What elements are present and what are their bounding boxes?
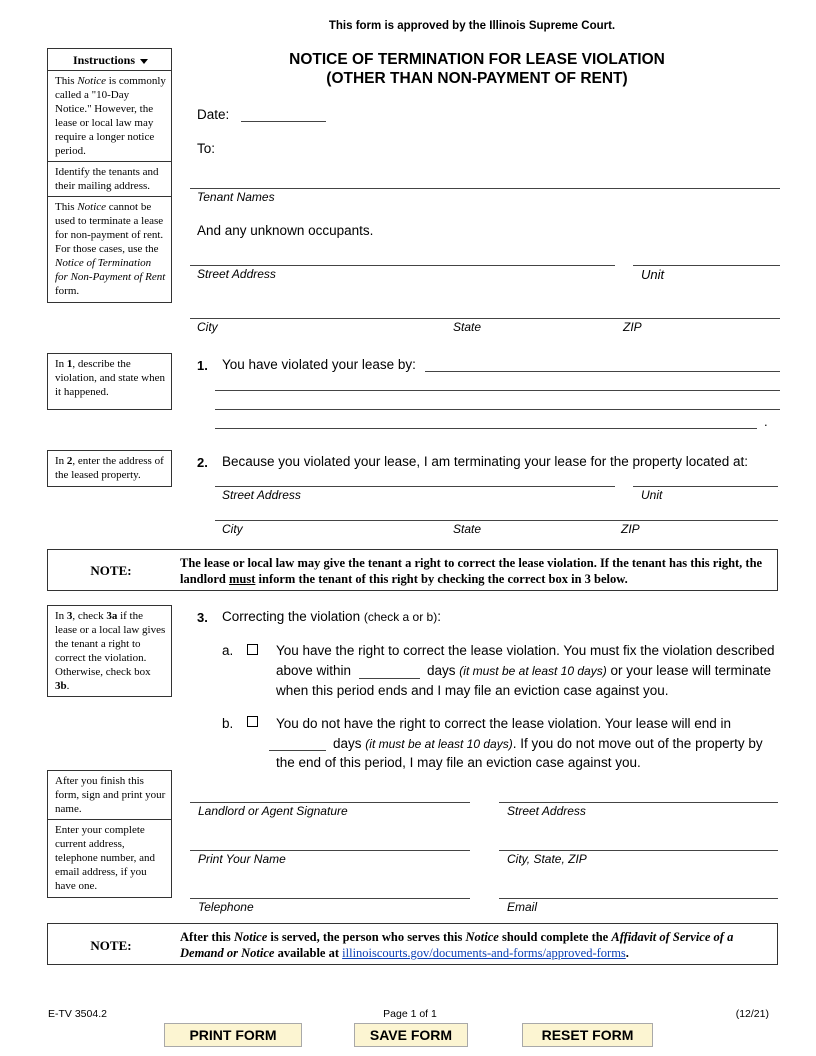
approved-forms-link[interactable]: illinoiscourts.gov/documents-and-forms/approved-forms: [342, 946, 626, 960]
option-a-hint: (it must be at least 10 days): [459, 664, 607, 678]
tenant-street-caption: Street Address: [197, 267, 276, 281]
instructions-box-signature: [47, 770, 172, 898]
property-city-caption: City: [222, 522, 243, 536]
note-affidavit: [47, 923, 778, 965]
title-line-2: (OTHER THAN NON-PAYMENT OF RENT): [326, 70, 628, 87]
option-b-line-2-rest: days (it must be at least 10 days). If you do not move out of the property by: [333, 736, 763, 751]
signature-caption: Landlord or Agent Signature: [198, 804, 348, 818]
option-a-line-1: You have the right to correct the lease violation. You must fix the violation described: [276, 643, 775, 658]
option-a-line-2-rest: days (it must be at least 10 days) or your lease will terminate: [427, 663, 772, 678]
violation-field-4[interactable]: [215, 428, 757, 429]
landlord-street-caption: Street Address: [507, 804, 586, 818]
instruction-section-3: In 3, check 3a if the lease or a local law gives the tenant a right to correct the violation. Otherwise, check box 3b.: [47, 605, 172, 697]
violation-period: .: [764, 414, 768, 429]
tenant-names-caption: Tenant Names: [197, 190, 275, 204]
section-1-number: 1.: [197, 358, 208, 373]
section-3-number: 3.: [197, 610, 208, 625]
note-2-text: After this Notice is served, the person who serves this Notice should complete the Affidavit of Service of a Demand or Notice available at illinoiscourts.gov/documents-and-forms/approved-forms.: [180, 930, 734, 960]
tenant-state-caption: State: [453, 320, 482, 334]
save-form-button[interactable]: SAVE FORM: [354, 1023, 468, 1047]
instruction-sign: After you finish this form, sign and print your name.: [55, 775, 166, 815]
violation-field-3[interactable]: [215, 409, 780, 410]
option-b-checkbox[interactable]: [247, 716, 258, 727]
tenant-zip-caption: ZIP: [623, 320, 642, 334]
telephone-caption: Telephone: [198, 900, 254, 914]
option-a-checkbox[interactable]: [247, 644, 258, 655]
landlord-city-state-zip-field[interactable]: [499, 850, 778, 851]
tenant-street-field[interactable]: [190, 265, 615, 266]
email-caption: Email: [507, 900, 538, 914]
option-a-line-2-prefix: above within: [276, 663, 352, 678]
option-b-line-1: You do not have the right to correct the lease violation. Your lease will end in: [276, 716, 732, 731]
instruction-identify-tenants: Identify the tenants and their mailing address.: [48, 161, 171, 193]
instruction-notice-period: This Notice is commonly called a "10-Day Notice." However, the lease or local law may require a longer notice period.: [48, 70, 171, 158]
note-correct-violation: [47, 549, 778, 591]
property-street-caption: Street Address: [222, 488, 301, 502]
section-1-text: You have violated your lease by:: [222, 357, 416, 372]
option-a-line-3: when this period ends and I may file an eviction case against you.: [276, 683, 669, 698]
instruction-contact: Enter your complete current address, telephone number, and email address, if you have one.: [48, 819, 171, 893]
caret-down-icon: [140, 59, 148, 64]
telephone-field[interactable]: [190, 898, 470, 899]
option-b-line-3: the end of this period, I may file an eviction case against you.: [276, 755, 641, 770]
form-title: [176, 50, 778, 88]
property-city-state-zip-field[interactable]: [215, 520, 778, 521]
tenant-unit-field[interactable]: [633, 265, 780, 266]
instruction-non-payment: This Notice cannot be used to terminate a lease for non-payment of rent. For those cases, use the Notice of Termination for Non-Payment of Rent form.: [48, 196, 171, 298]
to-label: To:: [197, 141, 216, 156]
option-b-label: b.: [222, 716, 234, 731]
section-2-number: 2.: [197, 455, 208, 470]
violation-field-1[interactable]: [425, 371, 780, 372]
property-street-field[interactable]: [215, 486, 615, 487]
tenant-city-state-zip-field[interactable]: [190, 318, 780, 319]
option-a-label: a.: [222, 643, 234, 658]
note-label: NOTE:: [90, 563, 132, 578]
signature-field[interactable]: [190, 802, 470, 803]
unknown-occupants: And any unknown occupants.: [197, 223, 374, 238]
note-text: The lease or local law may give the tenant a right to correct the lease violation. If the tenant has this right, the landlord must inform the tenant of this right by checking the correct box in 3 below.: [180, 556, 763, 586]
print-name-field[interactable]: [190, 850, 470, 851]
section-3-hint: (check a or b): [363, 610, 438, 624]
note-2-label: NOTE:: [90, 938, 132, 953]
property-unit-caption: Unit: [641, 488, 663, 502]
approval-notice: This form is approved by the Illinois Supreme Court.: [328, 20, 616, 32]
property-unit-field[interactable]: [633, 486, 778, 487]
reset-form-button[interactable]: RESET FORM: [522, 1023, 653, 1047]
revision-date: (12/21): [735, 1008, 769, 1020]
option-b-hint: (it must be at least 10 days): [365, 737, 513, 751]
option-b-days-field[interactable]: [269, 750, 326, 751]
print-form-button[interactable]: PRINT FORM: [164, 1023, 302, 1047]
section-2-text: Because you violated your lease, I am terminating your lease for the property located at:: [222, 454, 749, 469]
instruction-section-2: In 2, enter the address of the leased property.: [47, 450, 172, 487]
property-zip-caption: ZIP: [621, 522, 640, 536]
landlord-street-field[interactable]: [499, 802, 778, 803]
title-line-1: NOTICE OF TERMINATION FOR LEASE VIOLATION: [289, 51, 665, 68]
date-label: Date:: [197, 107, 230, 122]
property-state-caption: State: [453, 522, 482, 536]
violation-field-2[interactable]: [215, 390, 780, 391]
instructions-heading[interactable]: Instructions: [55, 53, 166, 67]
section-3-text: Correcting the violation (check a or b):: [222, 609, 441, 624]
date-field[interactable]: [241, 121, 326, 122]
landlord-city-state-zip-caption: City, State, ZIP: [507, 852, 587, 866]
instruction-section-1: In 1, describe the violation, and state when it happened.: [47, 353, 172, 410]
email-field[interactable]: [499, 898, 778, 899]
tenant-city-caption: City: [197, 320, 218, 334]
tenant-names-field[interactable]: [190, 188, 780, 189]
print-name-caption: Print Your Name: [198, 852, 286, 866]
form-id: E-TV 3504.2: [48, 1008, 107, 1020]
tenant-unit-caption: Unit: [641, 267, 665, 282]
page-number: Page 1 of 1: [383, 1008, 437, 1020]
option-a-days-field[interactable]: [359, 678, 420, 679]
instructions-box-top: [47, 48, 172, 303]
